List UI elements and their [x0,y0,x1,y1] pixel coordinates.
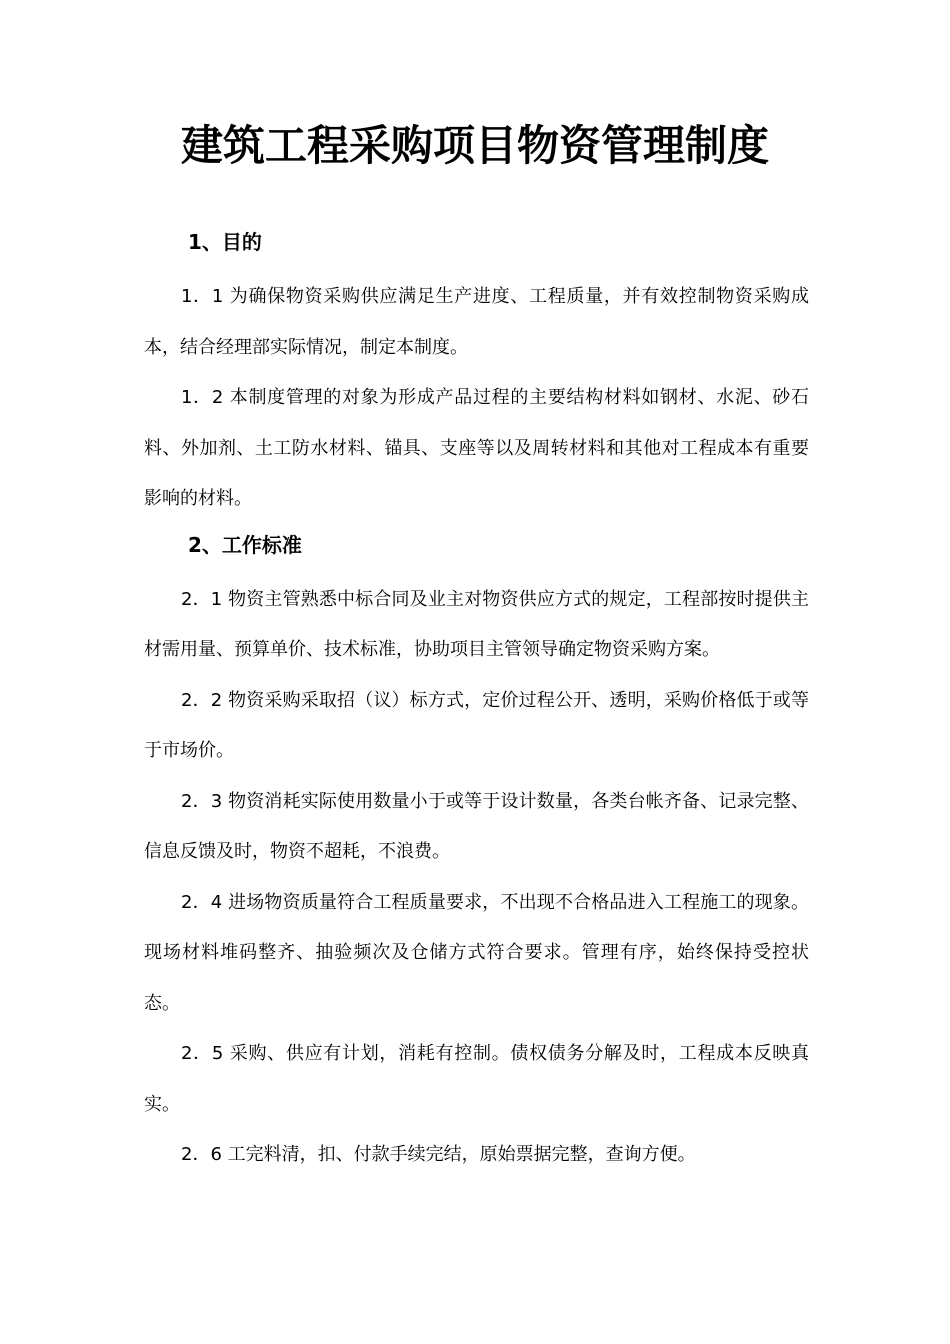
paragraph-1-2: 1．2 本制度管理的对象为形成产品过程的主要结构材料如钢材、水泥、砂石料、外加剂、土工防水材料、锚具、支座等以及周转材料和其他对工程成本有重要影响的材料。 [144,387,809,509]
paragraph-2-2: 2．2 物资采购采取招（议）标方式，定价过程公开、透明，采购价格低于或等于市场价。 [144,689,809,761]
document-body [144,222,809,1181]
section-purpose [144,222,809,525]
paragraph-2-6: 2．6 工完料清，扣、付款手续完结，原始票据完整，查询方便。 [181,1144,696,1165]
section-work-standards [144,525,809,1181]
document-title: 建筑工程采购项目物资管理制度 [180,121,769,170]
paragraph-2-3: 2．3 物资消耗实际使用数量小于或等于设计数量，各类台帐齐备、记录完整、信息反馈及时，物资不超耗，不浪费。 [144,790,809,862]
paragraph-1-1: 1．1 为确保物资采购供应满足生产进度、工程质量，并有效控制物资采购成本，结合经理部实际情况，制定本制度。 [144,286,809,358]
paragraph-2-5: 2．5 采购、供应有计划，消耗有控制。债权债务分解及时，工程成本反映真实。 [144,1043,809,1115]
paragraph-2-1: 2．1 物资主管熟悉中标合同及业主对物资供应方式的规定，工程部按时提供主材需用量、预算单价、技术标准，协助项目主管领导确定物资采购方案。 [144,588,809,660]
section-heading-work-standards: 2、工作标准 [188,532,302,557]
section-heading-purpose: 1、目的 [188,230,262,254]
paragraph-2-4: 2．4 进场物资质量符合工程质量要求，不出现不合格品进入工程施工的现象。现场材料堆码整齐、抽验频次及仓储方式符合要求。管理有序，始终保持受控状态。 [144,891,809,1014]
